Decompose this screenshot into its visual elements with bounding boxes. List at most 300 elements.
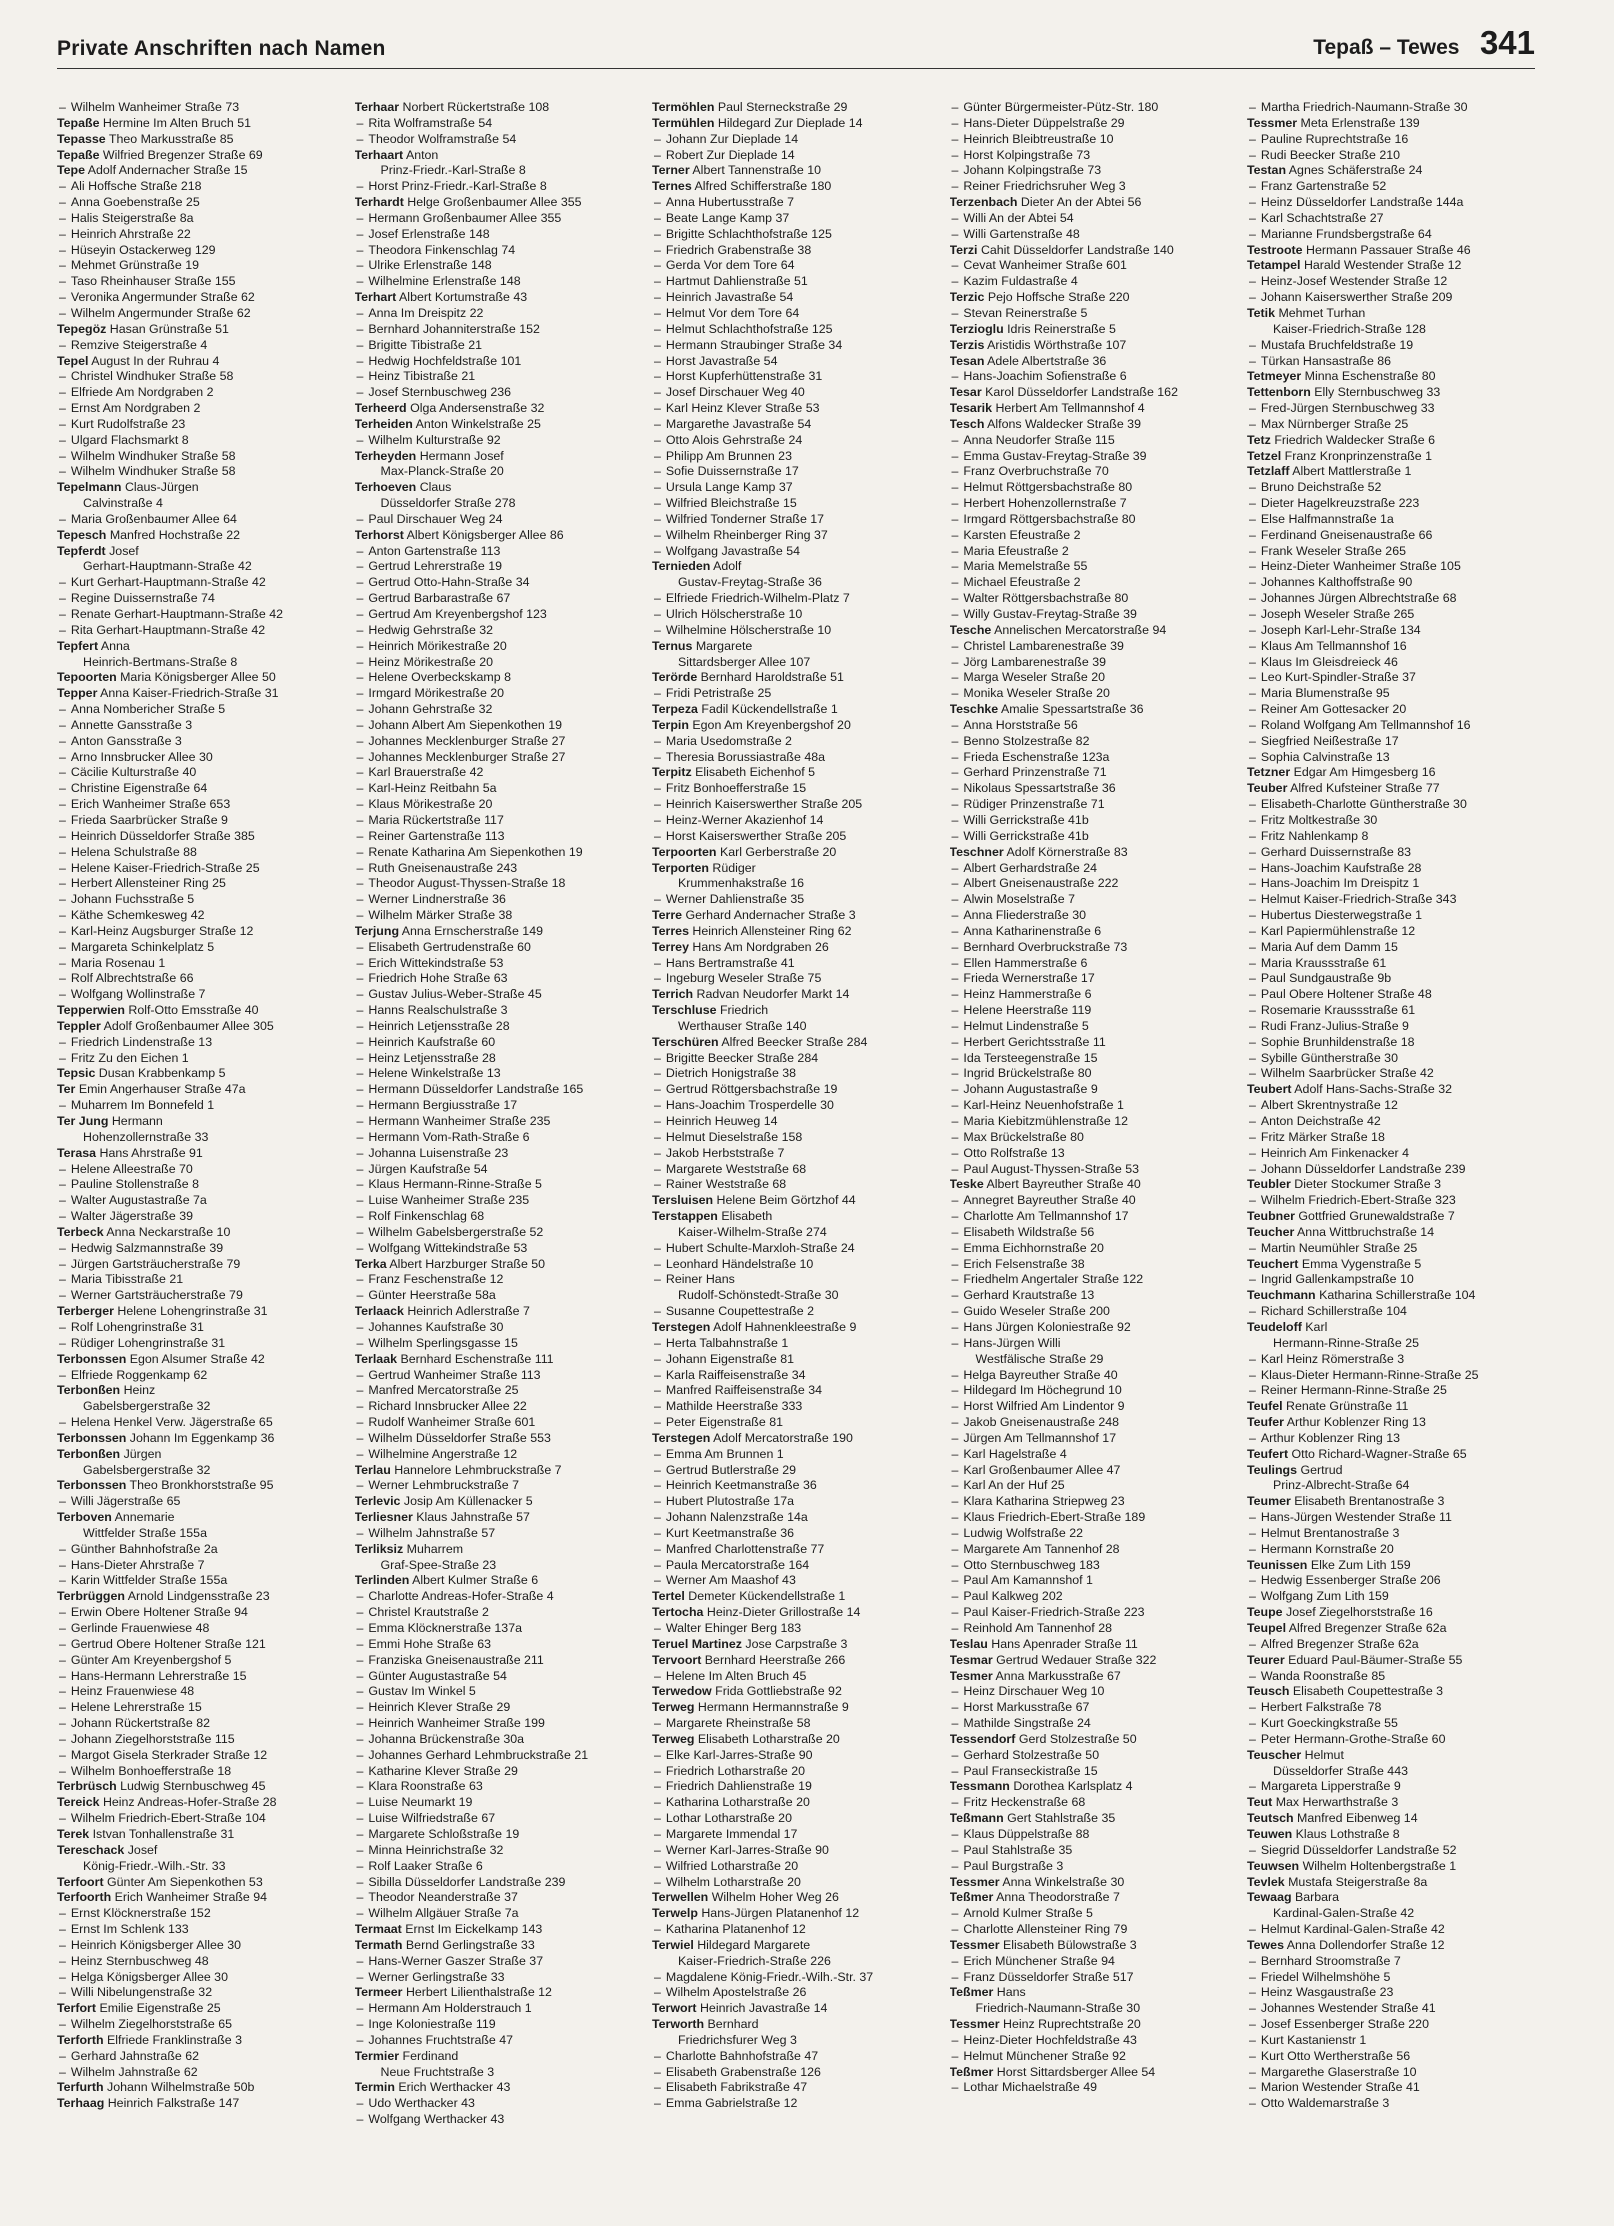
dash-marker: –	[654, 1415, 661, 1430]
directory-subentry	[1247, 591, 1535, 607]
dash-marker: –	[59, 1731, 66, 1746]
surname: Terzioglu	[949, 321, 1004, 336]
surname: Terrich	[652, 987, 694, 1002]
directory-entry	[1247, 1938, 1535, 1954]
entry-details: Lothar Michaelstraße 49	[963, 2080, 1098, 2095]
entry-details: Anna Markusstraße 67	[995, 1668, 1121, 1683]
surname: Teuwsen	[1247, 1858, 1300, 1873]
surname: Teufel	[1247, 1399, 1283, 1414]
directory-subentry	[652, 1447, 940, 1463]
dash-marker: –	[1249, 1668, 1256, 1683]
directory-subentry	[355, 1066, 643, 1082]
dash-marker: –	[1249, 226, 1256, 241]
entry-details: Hermann Wanheimer Straße 235	[368, 1114, 551, 1128]
entry-details: Annegret Bayreuther Straße 40	[963, 1193, 1136, 1208]
entry-details: Herta Talbahnstraße 1	[665, 1335, 789, 1350]
directory-subentry	[355, 908, 643, 924]
dash-marker: –	[654, 432, 661, 447]
dash-marker: –	[654, 1478, 661, 1493]
directory-subentry	[950, 1542, 1238, 1558]
surname: Terlau	[354, 1462, 391, 1477]
surname: Tessmer	[949, 1874, 1000, 1889]
dash-marker: –	[654, 1050, 661, 1065]
dash-marker: –	[654, 733, 661, 748]
directory-subentry	[355, 243, 643, 259]
surname: Terweg	[652, 1731, 695, 1746]
entry-details: Alfred Bregenzer Straße 62a	[1260, 1636, 1419, 1651]
entry-details: Margarethe Javastraße 54	[665, 416, 812, 431]
entry-details: Johann Albert Am Siepenkothen 19	[368, 717, 562, 732]
directory-subentry	[1247, 956, 1535, 972]
directory-entry	[57, 132, 345, 148]
dash-marker: –	[356, 1731, 364, 1746]
entry-details: Otto Waldemarstraße 3	[1260, 2096, 1390, 2111]
entry-details: Alfred Bregenzer Straße 62a	[1288, 1621, 1447, 1635]
directory-subentry	[355, 512, 643, 528]
directory-subentry	[57, 702, 345, 718]
entry-details: Gert Stahlstraße 35	[1007, 1811, 1116, 1826]
entry-details: Hildegard Zur Dieplade 14	[717, 115, 863, 130]
dash-marker: –	[654, 496, 661, 511]
dash-marker: –	[951, 1256, 959, 1271]
entry-details: Maria Tibisstraße 21	[70, 1272, 184, 1287]
entry-details: Günther Bahnhofstraße 2a	[70, 1541, 218, 1556]
directory-subentry	[950, 559, 1238, 575]
dash-marker: –	[951, 1525, 959, 1540]
entry-details: Heinrich-Bertmans-Straße 8	[83, 654, 238, 669]
entry-details: Beate Lange Kamp 37	[665, 210, 790, 225]
dash-marker: –	[356, 797, 364, 812]
surname: Teruel Martinez	[652, 1636, 742, 1651]
dash-marker: –	[951, 1114, 959, 1128]
directory-subentry	[652, 829, 940, 845]
entry-details: Hermann Hermannstraße 9	[697, 1700, 849, 1715]
entry-details: Anna Nombericher Straße 5	[70, 702, 226, 717]
dash-marker: –	[654, 543, 661, 558]
dash-marker: –	[59, 1684, 66, 1699]
directory-entry	[1247, 1748, 1535, 1764]
entry-details: Philipp Am Brunnen 23	[665, 448, 792, 463]
directory-subentry	[950, 227, 1238, 243]
directory-entry	[355, 1985, 643, 2001]
surname: Teut	[1247, 1795, 1273, 1810]
surname: Teusch	[1247, 1684, 1290, 1699]
directory-subentry	[1247, 892, 1535, 908]
dash-marker: –	[356, 1589, 364, 1604]
entry-details: Arno Innsbrucker Allee 30	[70, 749, 213, 764]
directory-entry	[355, 195, 643, 211]
entry-details: Johann Gehrstraße 32	[368, 702, 493, 717]
directory-subentry	[950, 1558, 1238, 1574]
directory-entry	[1247, 1209, 1535, 1225]
surname: Terbeck	[57, 1224, 104, 1239]
dash-marker: –	[1249, 416, 1256, 431]
directory-entry	[355, 1573, 643, 1589]
directory-subentry	[1247, 211, 1535, 227]
dash-marker: –	[356, 654, 364, 669]
entry-details: Helge Großenbaumer Allee 355	[407, 195, 582, 210]
entry-details: Paul Kalkweg 202	[963, 1589, 1063, 1604]
entry-details: Kurt Keetmanstraße 36	[665, 1525, 795, 1540]
entry-details: Wilhelm Ziegelhorststraße 65	[70, 2017, 233, 2032]
directory-subentry	[652, 1811, 940, 1827]
directory-subentry	[652, 258, 940, 274]
surname: Terpoorten	[652, 844, 717, 859]
dash-marker: –	[356, 2096, 364, 2111]
dash-marker: –	[59, 1161, 66, 1176]
dash-marker: –	[654, 1399, 661, 1414]
dash-marker: –	[654, 385, 661, 400]
entry-details: Gabelsbergerstraße 32	[83, 1462, 211, 1477]
entry-details: Wilfried Bregenzer Straße 69	[102, 147, 263, 162]
surname: Terfoorth	[57, 1890, 112, 1905]
entry-details: Fritz Heckenstraße 68	[963, 1795, 1086, 1810]
directory-subentry	[950, 1051, 1238, 1067]
entry-details: Otto Rolfstraße 13	[963, 1145, 1065, 1160]
entry-details: Luise Neumarkt 19	[368, 1795, 473, 1810]
entry-details: Hans-Joachim Sofienstraße 6	[963, 369, 1127, 384]
directory-subentry	[355, 1795, 643, 1811]
surname: Tettenborn	[1247, 385, 1311, 400]
entry-details: Heinz Hammerstraße 6	[963, 987, 1092, 1002]
surname: Tepe	[57, 163, 85, 178]
directory-subentry	[1247, 512, 1535, 528]
dash-marker: –	[1249, 607, 1256, 621]
directory-entry	[652, 179, 940, 195]
directory-subentry	[652, 195, 940, 211]
directory-subentry	[950, 1288, 1238, 1304]
directory-entry	[1247, 163, 1535, 179]
directory-entry	[1247, 1827, 1535, 1843]
dash-marker: –	[59, 1193, 66, 1208]
dash-marker: –	[59, 1652, 66, 1667]
entry-details: Martha Friedrich-Naumann-Straße 30	[1260, 100, 1468, 114]
directory-entry	[652, 1938, 940, 1954]
entry-details: Fritz Nahlenkamp 8	[1260, 828, 1369, 843]
entry-details: Heinz Ruprechtstraße 20	[1003, 2017, 1141, 2032]
directory-subentry	[1247, 496, 1535, 512]
dash-marker: –	[356, 1478, 364, 1493]
dash-marker: –	[654, 1747, 661, 1762]
dash-marker: –	[654, 1811, 661, 1826]
directory-subentry	[355, 623, 643, 639]
entry-details: Frank Weseler Straße 265	[1260, 543, 1406, 558]
directory-entry	[355, 1938, 643, 1954]
directory-subentry	[652, 544, 940, 560]
dash-marker: –	[356, 1193, 364, 1208]
entry-details: Albert Gneisenaustraße 222	[963, 876, 1119, 891]
dash-marker: –	[356, 1129, 364, 1144]
entry-details: Jörg Lambarenestraße 39	[963, 654, 1106, 669]
directory-subentry	[950, 1716, 1238, 1732]
directory-entry	[950, 354, 1238, 370]
entry-details: Josef Dirschauer Weg 40	[665, 385, 805, 400]
dash-marker: –	[1249, 1731, 1256, 1746]
directory-subentry	[355, 1447, 643, 1463]
dash-marker: –	[654, 416, 661, 431]
surname: Tertel	[652, 1589, 685, 1604]
entry-details: Franz Kronprinzenstraße 1	[1284, 448, 1433, 463]
dash-marker: –	[951, 1224, 959, 1239]
entry-details: Hans-Dieter Ahrstraße 7	[70, 1557, 205, 1572]
dash-marker: –	[356, 638, 364, 653]
entry-details: Christine Eigenstraße 64	[70, 781, 208, 796]
entry-details: Friedrich Dahlienstraße 19	[665, 1779, 812, 1794]
entry-details: Klara Roonstraße 63	[368, 1779, 483, 1794]
directory-entry	[1247, 433, 1535, 449]
directory-subentry	[57, 401, 345, 417]
surname: Teurer	[1247, 1652, 1285, 1667]
entry-details: Helmut Brentanostraße 3	[1260, 1525, 1400, 1540]
directory-continuation	[1247, 1764, 1535, 1780]
entry-details: Johannes Mecklenburger Straße 27	[368, 749, 566, 764]
entry-details: Margot Gisela Sterkrader Straße 12	[70, 1747, 268, 1762]
dash-marker: –	[356, 242, 364, 257]
surname: Tepesch	[57, 527, 107, 542]
directory-subentry	[1247, 876, 1535, 892]
directory-subentry	[57, 876, 345, 892]
dash-marker: –	[951, 1098, 959, 1113]
directory-entry	[950, 1177, 1238, 1193]
directory-subentry	[1247, 1985, 1535, 2001]
dash-marker: –	[356, 1621, 364, 1635]
directory-subentry	[652, 956, 940, 972]
entry-details: Anton Deichstraße 42	[1260, 1114, 1381, 1128]
directory-subentry	[57, 449, 345, 465]
dash-marker: –	[951, 1494, 959, 1509]
directory-entry	[950, 2017, 1238, 2033]
entry-details: Heinz-Werner Akazienhof 14	[665, 812, 824, 827]
directory-subentry	[355, 1241, 643, 1257]
entry-details: Werner Gerlingstraße 33	[368, 1969, 505, 1984]
dash-marker: –	[1249, 575, 1256, 590]
directory-subentry	[355, 2033, 643, 2049]
dash-marker: –	[1249, 1272, 1256, 1287]
entry-details: Herbert Falkstraße 78	[1260, 1700, 1382, 1715]
entry-details: Gerhard Krautstraße 13	[963, 1288, 1095, 1303]
dash-marker: –	[951, 527, 959, 542]
dash-marker: –	[951, 369, 959, 384]
entry-details: Marianne Frundsbergstraße 64	[1260, 226, 1432, 241]
entry-details: Klaus-Dieter Hermann-Rinne-Straße 25	[1260, 1367, 1479, 1382]
entry-details: Peter Hermann-Grothe-Straße 60	[1260, 1731, 1446, 1746]
entry-details: Ferdinand	[402, 2048, 459, 2063]
entry-details: Heinz Mörikestraße 20	[368, 654, 494, 669]
dash-marker: –	[1249, 1193, 1256, 1208]
directory-subentry	[652, 1510, 940, 1526]
directory-subentry	[57, 892, 345, 908]
directory-subentry	[355, 433, 643, 449]
directory-subentry	[1247, 290, 1535, 306]
entry-details: Johannes Westender Straße 41	[1260, 2001, 1436, 2016]
directory-continuation	[355, 163, 643, 179]
directory-subentry	[355, 686, 643, 702]
entry-details: Rolf Finkenschlag 68	[368, 1209, 485, 1224]
entry-details: Elfriede Friedrich-Wilhelm-Platz 7	[665, 591, 850, 606]
surname: Testan	[1247, 163, 1287, 178]
dash-marker: –	[356, 1430, 364, 1445]
directory-entry	[652, 1589, 940, 1605]
entry-details: Wilhelm Sperlingsgasse 15	[368, 1335, 518, 1350]
entry-details: Prinz-Albrecht-Straße 64	[1273, 1478, 1410, 1493]
dash-marker: –	[1249, 971, 1256, 986]
entry-details: Rolf Albrechtstraße 66	[70, 971, 194, 986]
directory-subentry	[1247, 1098, 1535, 1114]
directory-entry	[355, 1304, 643, 1320]
dash-marker: –	[951, 892, 959, 907]
directory-entry	[950, 1637, 1238, 1653]
dash-marker: –	[1249, 1066, 1256, 1081]
directory-subentry	[1247, 544, 1535, 560]
directory-subentry	[355, 1272, 643, 1288]
entry-details: Wilhelm Gabelsbergerstraße 52	[368, 1224, 544, 1239]
dash-marker: –	[356, 1953, 364, 1968]
entry-details: Charlotte Andreas-Hofer-Straße 4	[368, 1589, 554, 1604]
directory-entry	[652, 1700, 940, 1716]
entry-details: Klaus Düppelstraße 88	[963, 1826, 1090, 1841]
entry-details: Max Herwarthstraße 3	[1275, 1795, 1399, 1810]
directory-subentry	[355, 1843, 643, 1859]
directory-subentry	[355, 797, 643, 813]
entry-details: Maria Königsberger Allee 50	[120, 670, 276, 685]
entry-details: Hermann Bergiusstraße 17	[368, 1098, 518, 1113]
dash-marker: –	[951, 749, 959, 764]
entry-details: Paul Am Kamannshof 1	[963, 1573, 1093, 1588]
dash-marker: –	[951, 1161, 959, 1176]
directory-entry	[57, 1082, 345, 1098]
dash-marker: –	[356, 1050, 364, 1065]
directory-subentry	[1247, 1162, 1535, 1178]
dash-marker: –	[654, 369, 661, 384]
entry-details: Gerhard Prinzenstraße 71	[963, 765, 1107, 780]
dash-marker: –	[356, 1700, 364, 1715]
directory-entry	[57, 322, 345, 338]
column-4	[950, 100, 1238, 2210]
entry-details: Siegfried Neißestraße 17	[1260, 733, 1399, 748]
dash-marker: –	[951, 654, 959, 669]
directory-entry	[355, 100, 643, 116]
directory-subentry	[950, 750, 1238, 766]
dash-marker: –	[59, 1319, 66, 1334]
entry-details: Josef	[127, 1842, 158, 1857]
entry-details: Katharina Schillerstraße 104	[1319, 1288, 1476, 1303]
directory-entry	[652, 2017, 940, 2033]
dash-marker: –	[654, 527, 661, 542]
surname: Tepegöz	[57, 321, 107, 336]
dash-marker: –	[951, 1573, 959, 1588]
dash-marker: –	[356, 1367, 364, 1382]
surname: Teufer	[1247, 1415, 1284, 1430]
surname: Terporten	[652, 860, 709, 875]
dash-marker: –	[654, 1446, 661, 1461]
directory-subentry	[1247, 1431, 1535, 1447]
directory-subentry	[355, 179, 643, 195]
directory-subentry	[950, 670, 1238, 686]
entry-details: Leonhard Händelstraße 10	[665, 1256, 814, 1271]
directory-subentry	[652, 1098, 940, 1114]
dash-marker: –	[654, 401, 661, 416]
dash-marker: –	[654, 686, 661, 701]
entry-details: Roland Wolfgang Am Tellmannshof 16	[1260, 717, 1471, 732]
entry-details: Guido Weseler Straße 200	[963, 1304, 1110, 1319]
entry-details: Ida Tersteegenstraße 15	[963, 1050, 1098, 1065]
entry-details: Ruth Gneisenaustraße 243	[368, 860, 518, 875]
entry-details: Willi Gerrickstraße 41b	[963, 812, 1089, 827]
header-right	[1313, 24, 1535, 62]
directory-subentry	[652, 797, 940, 813]
directory-subentry	[355, 1019, 643, 1035]
dash-marker: –	[654, 1240, 661, 1255]
dash-marker: –	[356, 892, 364, 907]
entry-details: Johannes Jürgen Albrechtstraße 68	[1260, 591, 1457, 606]
entry-details: Dieter Hagelkreuzstraße 223	[1260, 496, 1420, 511]
surname: Tepsic	[57, 1066, 96, 1081]
entry-details: Gertrud Barbarastraße 67	[368, 591, 511, 606]
dash-marker: –	[356, 717, 364, 732]
entry-details: Paul Obere Holtener Straße 48	[1260, 987, 1432, 1002]
dash-marker: –	[356, 670, 364, 685]
entry-details: Elisabeth-Charlotte Güntherstraße 30	[1260, 797, 1467, 812]
entry-details: Heinz Dirschauer Weg 10	[963, 1684, 1105, 1699]
dash-marker: –	[951, 781, 959, 796]
directory-subentry	[57, 765, 345, 781]
entry-details: Wilhelm Friedrich-Ebert-Straße 104	[70, 1811, 266, 1826]
directory-entry	[355, 480, 643, 496]
directory-subentry	[355, 1954, 643, 1970]
directory-subentry	[1247, 845, 1535, 861]
entry-details: Adolf Hahnenkleestraße 9	[713, 1319, 857, 1334]
entry-details: Anton Gartenstraße 113	[368, 543, 501, 558]
directory-entry	[652, 1431, 940, 1447]
entry-details: Albert Kortumstraße 43	[399, 290, 528, 305]
entry-details: Margareta Lipperstraße 9	[1260, 1779, 1401, 1794]
entry-details: Heinrich Königsberger Allee 30	[70, 1937, 242, 1952]
directory-entry	[57, 1779, 345, 1795]
directory-subentry	[950, 686, 1238, 702]
directory-subentry	[652, 1827, 940, 1843]
entry-details: Norbert Rückertstraße 108	[402, 100, 550, 114]
surname: Terstegen	[652, 1319, 711, 1334]
dash-marker: –	[951, 448, 959, 463]
directory-subentry	[652, 1082, 940, 1098]
dash-marker: –	[59, 1256, 66, 1271]
entry-details: Ernst Im Schlenk 133	[70, 1922, 189, 1937]
directory-subentry	[355, 1177, 643, 1193]
entry-details: Manfred Raiffeisenstraße 34	[665, 1383, 823, 1398]
dash-marker: –	[356, 369, 364, 384]
dash-marker: –	[1249, 987, 1256, 1002]
entry-details: Gabelsbergerstraße 32	[83, 1399, 211, 1414]
directory-subentry	[1247, 1843, 1535, 1859]
dash-marker: –	[951, 210, 959, 225]
entry-details: Krummenhakstraße 16	[678, 876, 805, 891]
entry-details: Rita Gerhart-Hauptmann-Straße 42	[70, 622, 266, 637]
directory-subentry	[652, 734, 940, 750]
entry-details: Jakob Herbststraße 7	[665, 1145, 785, 1160]
dash-marker: –	[654, 242, 661, 257]
surname: Tessendorf	[949, 1731, 1016, 1746]
entry-details: Rüdiger Lohengrinstraße 31	[70, 1335, 226, 1350]
directory-subentry	[355, 1970, 643, 1986]
directory-subentry	[652, 433, 940, 449]
dash-marker: –	[59, 781, 66, 796]
directory-entry	[57, 686, 345, 702]
entry-details: Rüdiger	[712, 860, 756, 875]
directory-subentry	[950, 1225, 1238, 1241]
dash-marker: –	[951, 1906, 959, 1921]
entry-details: Albert Bayreuther Straße 40	[986, 1177, 1141, 1192]
directory-continuation	[652, 1019, 940, 1035]
